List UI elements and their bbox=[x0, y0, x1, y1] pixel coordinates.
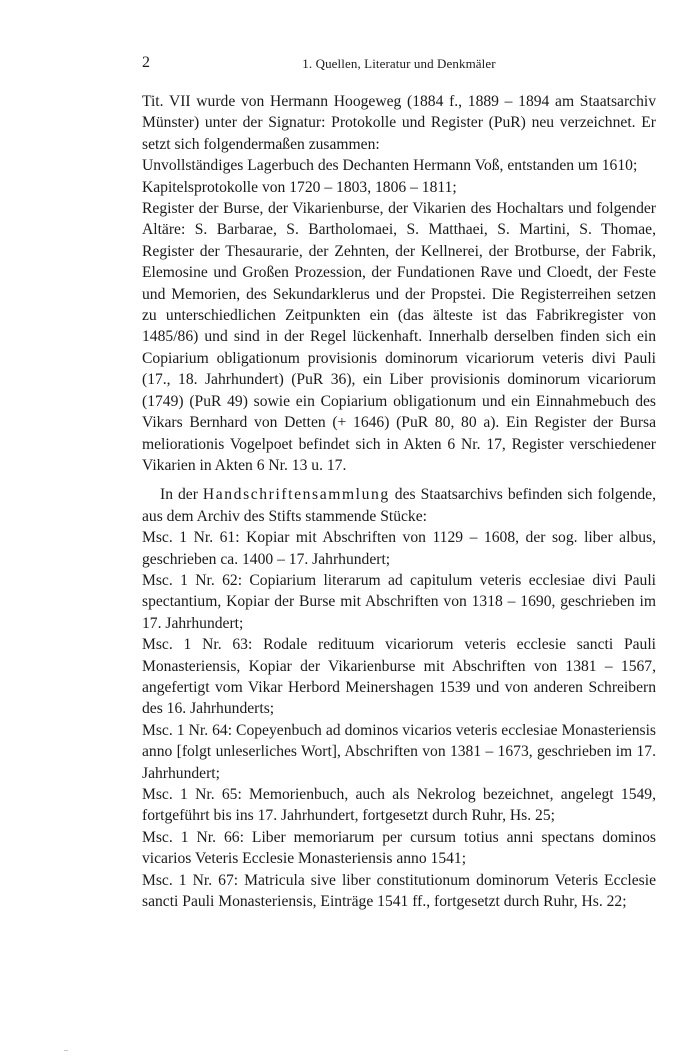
manuscript-entry: Msc. 1 Nr. 63: Rodale redituum vicariorum veteris ecclesie sancti Pauli Monasteriensis, Kopiar der Vikarienburse mit Abschriften von 1381 – 1567, angefertigt vom Vikar Herbord Meinershagen 1539 und von anderen Schreibern des 16. Jahrhunderts; bbox=[142, 636, 656, 718]
manuscript-entry: Msc. 1 Nr. 67: Matricula sive liber constitutionum dominorum Veteris Ecclesie sancti Pauli Monasteriensis, Einträge 1541 ff., fortgesetzt durch Ruhr, Hs. 22; bbox=[142, 871, 656, 911]
intro-before: In der bbox=[160, 486, 203, 504]
manuscript-entry: Msc. 1 Nr. 66: Liber memoriarum per cursum totius anni spectans dominos vicarios Veteris Ecclesie Monasteriensis anno 1541; bbox=[142, 828, 656, 868]
manuscript-entry: Msc. 1 Nr. 64: Copeyenbuch ad dominos vicarios veteris ecclesiae Monasteriensis anno [folgt unleserliches Wort], Abschriften von 1381 – 1673, geschrieben im 17. Jahrhundert; bbox=[142, 721, 656, 782]
body-text bbox=[142, 91, 656, 912]
emphasized-term: Handschriftensammlung bbox=[202, 486, 390, 504]
running-head: 1. Quellen, Literatur und Denkmäler bbox=[302, 56, 496, 71]
scan-mark bbox=[64, 1050, 68, 1051]
paragraph: Register der Burse, der Vikarienburse, der Vikarien des Hochaltars und folgender Altäre: S. Barbarae, S. Bartholomaei, S. Matthaei, S. Martini, S. Thomae, Register der Thesaurarie, der Zehnten, der Kellnerei, der Brotburse, der Fabrik, Elemosine und Großen Prozession, der Fundationen Rave und Cloedt, der Feste und Memorien, des Sekundarklerus und der Propstei. Die Registerreihen setzen zu unterschiedlichen Zeitpunkten ein (das älteste ist das Fabrikregister von 1485/86) und sind in der Regel lückenhaft. Innerhalb derselben finden sich ein Copiarium obligationum provisionis dominorum vicariorum veteris divi Pauli (17., 18. Jahrhundert) (PuR 36), ein Liber provisionis dominorum vicariorum (1749) (PuR 49) sowie ein Copiarium obligationum und ein Einnahmebuch des Vikars Bernhard von Detten (+ 1646) (PuR 80, 80 a). Ein Register der Bursa meliorationis Vogelpoet befindet sich in Akten 6 Nr. 17, Register verschiedener Vikarien in Akten 6 Nr. 13 u. 17. bbox=[142, 200, 656, 474]
paragraph: Unvollständiges Lagerbuch des Dechanten Hermann Voß, entstanden um 1610; bbox=[142, 157, 638, 175]
page-number: 2 bbox=[142, 54, 150, 71]
manuscript-entry: Msc. 1 Nr. 65: Memorienbuch, auch als Nekrolog bezeichnet, angelegt 1549, fortgeführt bis ins 17. Jahrhundert, fortgesetzt durch Ruhr, Hs. 25; bbox=[142, 786, 656, 825]
manuscript-intro-paragraph bbox=[142, 484, 656, 527]
manuscript-entry: Msc. 1 Nr. 61: Kopiar mit Abschriften von 1129 – 1608, der sog. liber albus, geschrieben ca. 1400 – 17. Jahrhundert; bbox=[142, 529, 656, 568]
manuscript-entry: Msc. 1 Nr. 62: Copiarium literarum ad capitulum veteris ecclesiae divi Pauli spectantium, Kopiar der Burse mit Abschriften von 1318 – 1690, geschrieben im 17. Jahrhundert; bbox=[142, 571, 656, 632]
intro-after: des Staatsarchivs befinden sich folgende, aus dem Archiv des Stifts stammende Stücke: bbox=[142, 486, 656, 525]
paragraph: Tit. VII wurde von Hermann Hoogeweg (1884 f., 1889 – 1894 am Staatsarchiv Münster) unter der Signatur: Protokolle und Register (PuR) neu verzeichnet. Er setzt sich folgendermaßen zusammen: bbox=[142, 93, 656, 153]
paragraph: Kapitelsprotokolle von 1720 – 1803, 1806 – 1811; bbox=[142, 178, 457, 196]
page-header bbox=[142, 54, 656, 74]
